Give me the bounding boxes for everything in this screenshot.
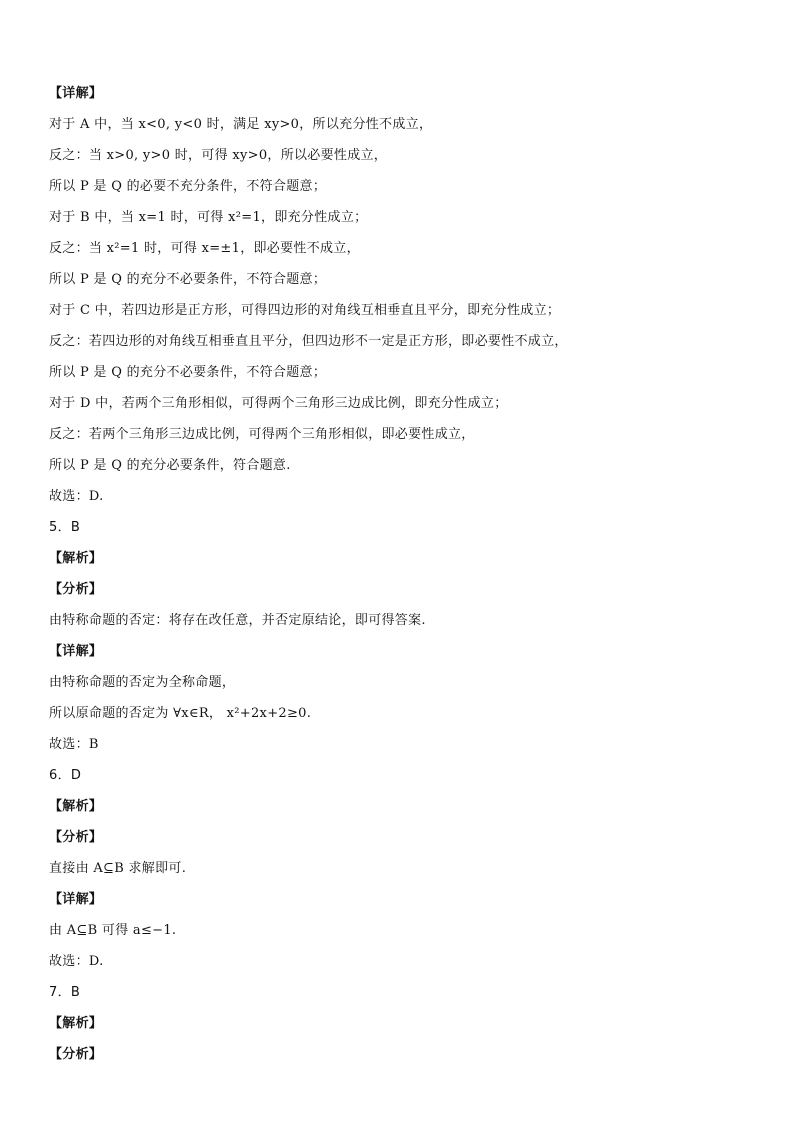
text-line: 由特称命题的否定为全称命题， — [49, 675, 236, 690]
text-line: 对于 D 中，若两个三角形相似，可得两个三角形三边成比例，即充分性成立； — [49, 396, 508, 411]
section-heading-detail: 【详解】 — [49, 892, 103, 907]
answer-line: 故选：B — [49, 737, 99, 752]
question-number: 7．B — [49, 985, 81, 1000]
text-line: 对于 B 中，当 x=1 时，可得 x²=1，即充分性成立； — [49, 210, 368, 225]
text-line: 由特称命题的否定：将存在改任意，并否定原结论，即可得答案. — [49, 613, 426, 628]
text-line: 直接由 A⊆B 求解即可. — [49, 861, 187, 876]
text-line: 由 A⊆B 可得 a≤−1. — [49, 923, 177, 938]
section-heading-analysis: 【解析】 — [49, 799, 103, 814]
question-number: 5．B — [49, 520, 81, 535]
text-line: 所以 P 是 Q 的充分不必要条件，不符合题意； — [49, 365, 327, 380]
solution-document — [49, 78, 749, 1070]
section-heading-analysis: 【解析】 — [49, 1016, 103, 1031]
section-heading-method: 【分析】 — [49, 830, 103, 845]
text-line: 所以 P 是 Q 的必要不充分条件，不符合题意； — [49, 179, 327, 194]
text-line: 所以 P 是 Q 的充分必要条件，符合题意. — [49, 458, 291, 473]
text-line: 对于 C 中，若四边形是正方形，可得四边形的对角线互相垂直且平分，即充分性成立； — [49, 303, 561, 318]
text-line: 反之：当 x>0, y>0 时，可得 xy>0，所以必要性成立， — [49, 148, 388, 163]
text-line: 所以原命题的否定为 ∀x∈R， x²+2x+2≥0. — [49, 706, 312, 721]
text-line: 反之：若四边形的对角线互相垂直且平分，但四边形不一定是正方形，即必要性不成立， — [49, 334, 568, 349]
section-heading-method: 【分析】 — [49, 1047, 103, 1062]
text-line: 反之：当 x²=1 时，可得 x=±1，即必要性不成立， — [49, 241, 360, 256]
text-line: 所以 P 是 Q 的充分不必要条件，不符合题意； — [49, 272, 327, 287]
text-line: 对于 A 中，当 x<0, y<0 时，满足 xy>0，所以充分性不成立， — [49, 117, 433, 132]
section-heading-method: 【分析】 — [49, 582, 103, 597]
section-heading-detail: 【详解】 — [49, 644, 103, 659]
section-heading-detail: 【详解】 — [49, 86, 103, 101]
text-line: 反之：若两个三角形三边成比例，可得两个三角形相似，即必要性成立， — [49, 427, 475, 442]
answer-line: 故选：D. — [49, 954, 104, 969]
answer-line: 故选：D. — [49, 489, 104, 504]
question-number: 6．D — [49, 768, 82, 783]
section-heading-analysis: 【解析】 — [49, 551, 103, 566]
